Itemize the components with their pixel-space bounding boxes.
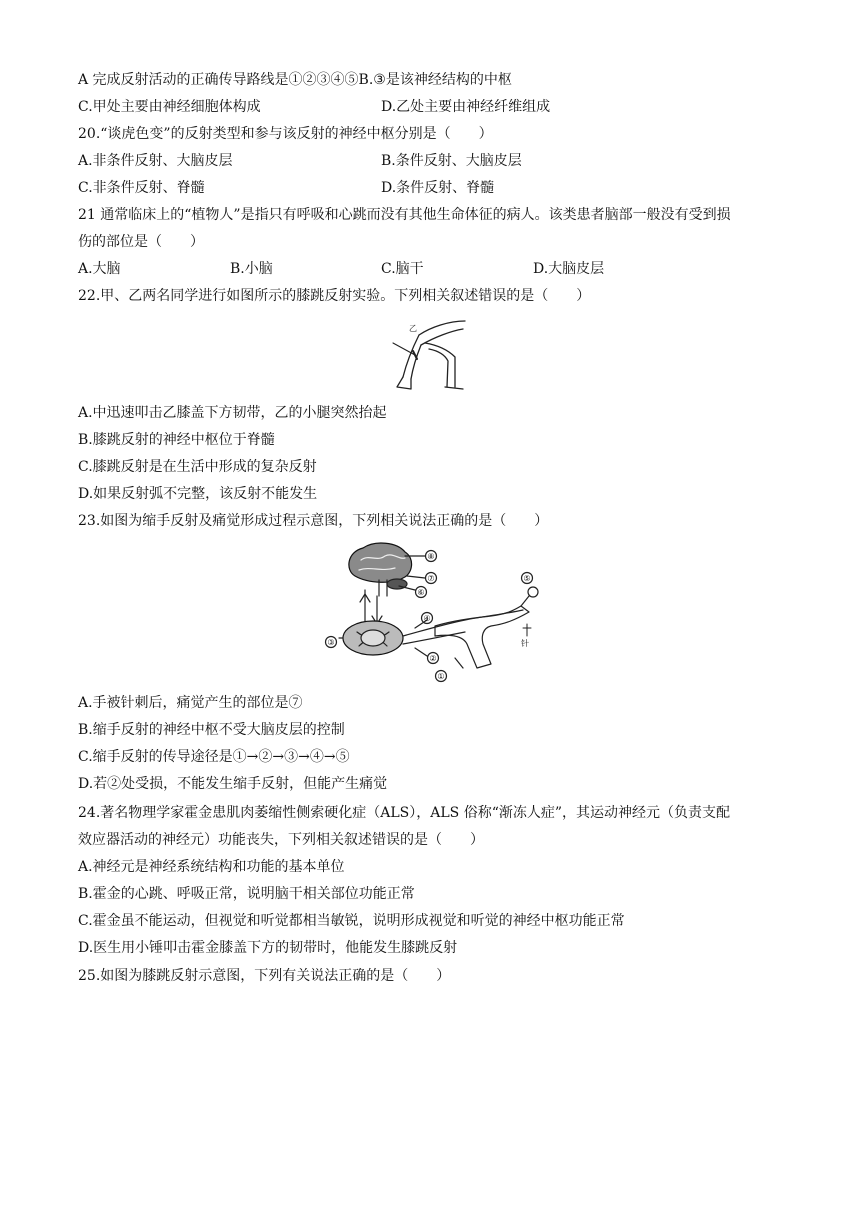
- q21-option-a: A.大脑: [78, 261, 121, 277]
- q20-option-b: B.条件反射、大脑皮层: [381, 153, 522, 169]
- q23-option-c: C.缩手反射的传导途径是①→②→③→④→⑤: [78, 749, 350, 765]
- q24-stem-line2: 效应器活动的神经元）功能丧失，下列相关叙述错误的是（ ）: [78, 832, 484, 848]
- q22-stem: 22.甲、乙两名同学进行如图所示的膝跳反射实验。下列相关叙述错误的是（ ）: [78, 288, 591, 304]
- arm-outline: [435, 606, 529, 668]
- q21-option-b: B.小脑: [230, 261, 273, 277]
- q23-option-b: B.缩手反射的神经中枢不受大脑皮层的控制: [78, 722, 345, 738]
- q20-stem: 20.“谈虎色变”的反射类型和参与该反射的神经中枢分别是（ ）: [78, 126, 493, 142]
- q19-option-c: C.甲处主要由神经细胞体构成: [78, 99, 261, 115]
- q23-option-a: A.手被针刺后，痛觉产生的部位是⑦: [78, 695, 303, 711]
- q22-option-a: A.中迅速叩击乙膝盖下方韧带，乙的小腿突然抬起: [78, 405, 387, 421]
- q23-stem: 23.如图为缩手反射及痛觉形成过程示意图，下列相关说法正确的是（ ）: [78, 513, 549, 529]
- q24-option-d: D.医生用小锤叩击霍金膝盖下方的韧带时，他能发生膝跳反射: [78, 940, 458, 956]
- needle-label: 针: [521, 639, 529, 648]
- q25-stem: 25.如图为膝跳反射示意图，下列有关说法正确的是（ ）: [78, 968, 451, 984]
- fig-label-3: ③: [327, 638, 335, 647]
- q22-option-d: D.如果反射弧不完整，该反射不能发生: [78, 486, 318, 502]
- fig-label-4: ④: [423, 614, 431, 623]
- q22-option-b: B.膝跳反射的神经中枢位于脊髓: [78, 432, 275, 448]
- q24-stem-line1: 24.著名物理学家霍金患肌肉萎缩性侧索硬化症（ALS），ALS 俗称“渐冻人症”，其运动神经元（负责支配: [78, 805, 731, 821]
- knee-jerk-figure: [385, 315, 475, 397]
- q21-option-d: D.大脑皮层: [533, 261, 605, 277]
- q20-option-a: A.非条件反射、大脑皮层: [78, 153, 233, 169]
- q21-option-c: C.脑干: [381, 261, 424, 277]
- q19-option-a-b: A 完成反射活动的正确传导路线是①②③④⑤B.③是该神经结构的中枢: [78, 72, 512, 88]
- q19-option-d: D.乙处主要由神经纤维组成: [381, 99, 551, 115]
- withdrawal-reflex-figure: [315, 540, 545, 685]
- q20-option-d: D.条件反射、脊髓: [381, 180, 495, 196]
- brain-outline: [349, 543, 412, 582]
- fig-label-5: ⑤: [523, 574, 531, 583]
- q21-stem-line1: 21 通常临床上的“植物人”是指只有呼吸和心跳而没有其他生命体征的病人。该类患者脑部一般没有受到损: [78, 207, 731, 223]
- fig-label-1: ①: [437, 672, 445, 681]
- q22-option-c: C.膝跳反射是在生活中形成的复杂反射: [78, 459, 317, 475]
- q24-option-b: B.霍金的心跳、呼吸正常，说明脑干相关部位功能正常: [78, 886, 415, 902]
- q24-option-c: C.霍金虽不能运动，但视觉和听觉都相当敏锐，说明形成视觉和听觉的神经中枢功能正常: [78, 913, 625, 929]
- q21-stem-line2: 伤的部位是（ ）: [78, 234, 204, 250]
- fig-label-6: ⑥: [417, 588, 425, 597]
- q24-option-a: A.神经元是神经系统结构和功能的基本单位: [78, 859, 345, 875]
- q23-option-d: D.若②处受损，不能发生缩手反射，但能产生痛觉: [78, 776, 388, 792]
- q22-figure-label: 乙: [409, 324, 417, 333]
- fig-label-7: ⑦: [427, 574, 435, 583]
- fig-label-8: ⑧: [427, 552, 435, 561]
- fig-label-2: ②: [429, 654, 437, 663]
- q20-option-c: C.非条件反射、脊髓: [78, 180, 205, 196]
